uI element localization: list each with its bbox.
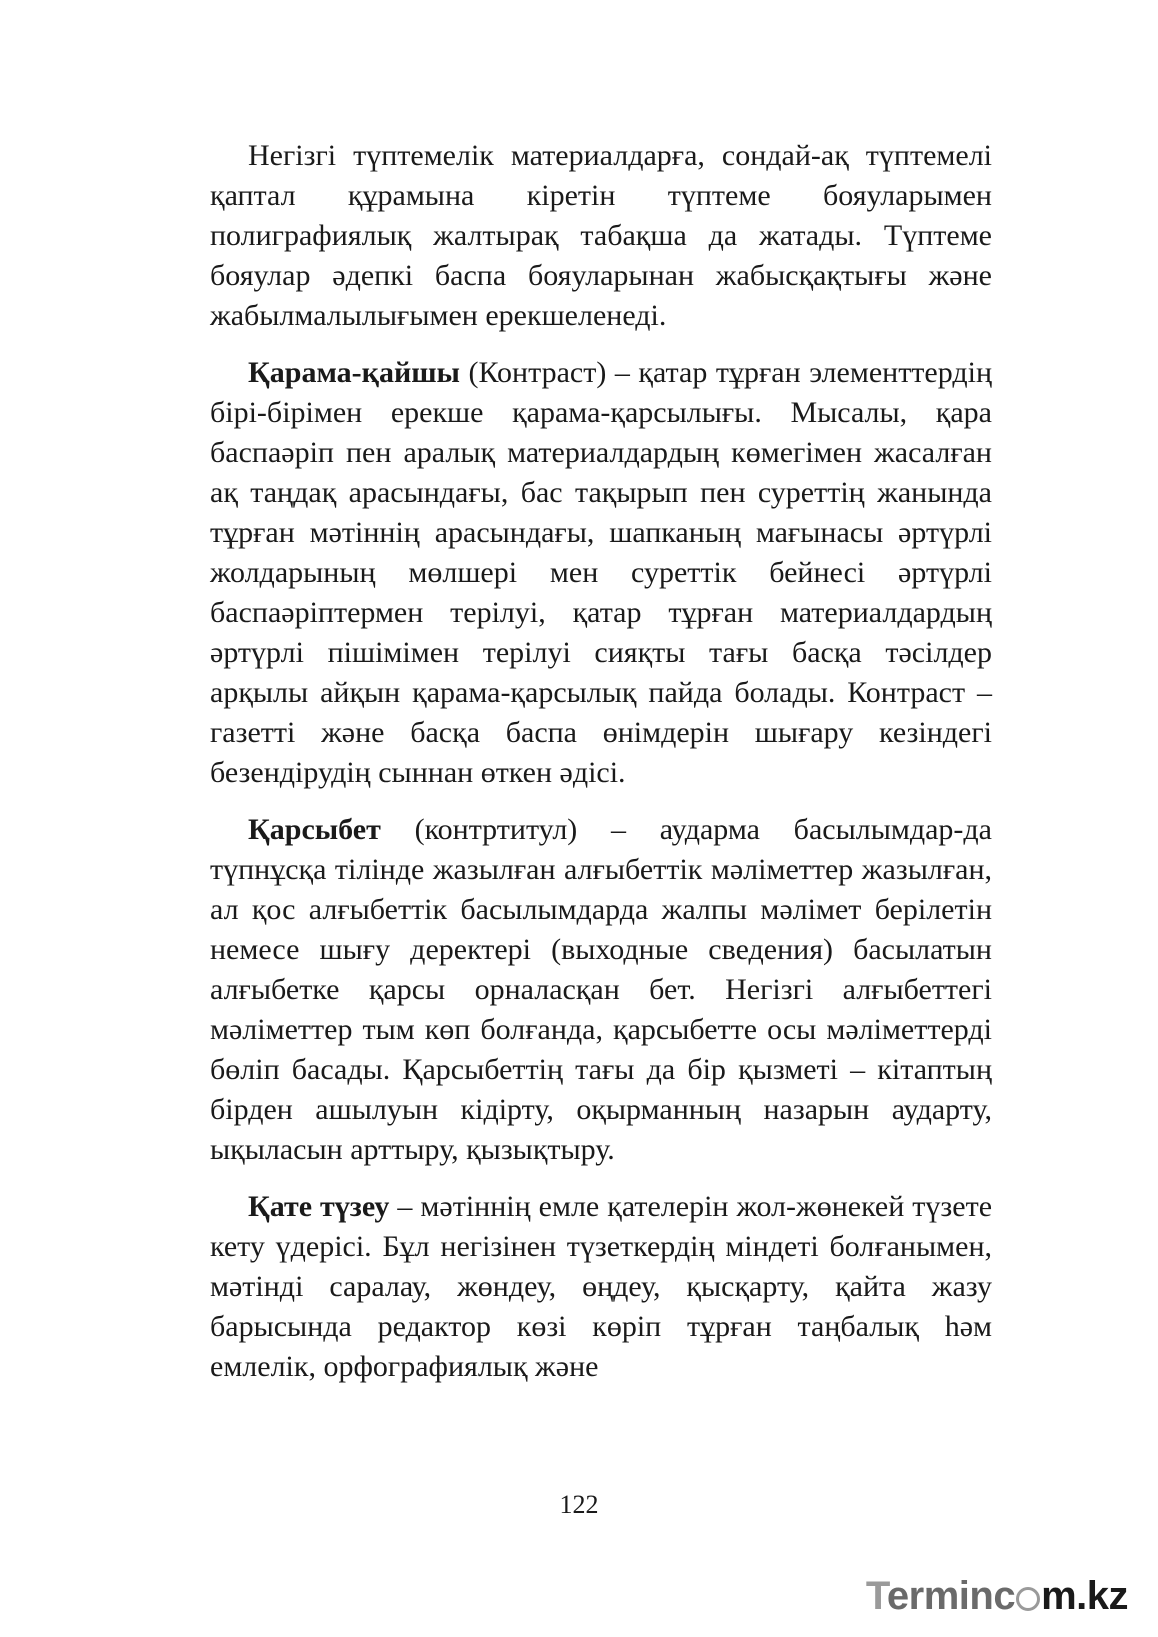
magnifier-icon xyxy=(1016,1587,1040,1611)
paragraph-text: (контртитул) – аударма басылымдар-да түпнұсқа тілінде жазылған алғыбеттік мәліметтер жазылған, ал қос алғыбеттік басылымдарда жалпы мәлімет берілетін немесе шығу деректері (выходные сведения) басылатын алғыбетке қарсы орналасқан бет. Негізгі алғыбеттегі мәліметтер тым көп болғанда, қарсыбетте осы мәліметтерді бөліп басады. Қарсыбеттің тағы да бір қызметі – кітаптың бірден ашылуын кідірту, оқырманның назарын аударту, ықыласын арттыру, қызықтыру. xyxy=(210,813,992,1166)
paragraph-countertitle xyxy=(210,810,992,1170)
paragraph-text: Негізгі түптемелік материалдарға, сондай-ақ түптемелі қаптал құрамына кіретін түптеме бояуларымен полиграфиялық жалтырақ табақша да жатады. Түптеме бояулар әдепкі баспа бояуларынан жабысқақтығы және жабылмалылығымен ерекшеленеді. xyxy=(210,139,992,332)
page-body xyxy=(210,136,992,1404)
term-countertitle: Қарсыбет xyxy=(248,813,381,846)
site-watermark-logo: Terminc m.kz xyxy=(865,1574,1128,1618)
paragraph-text: (Контраст) – қатар тұрған элементтердің бірі-бірімен ерекше қарама-қарсылығы. Мысалы, қара баспаәріп пен аралық материалдардың көмегімен жасалған ақ таңдақ арасындағы, бас тақырып пен суреттің жанында тұрған мәтіннің арасындағы, шапканың мағынасы әртүрлі жолдарының мөлшері мен суреттік бейнесі әртүрлі баспаәріптермен терілуі, қатар тұрған материалдардың әртүрлі пішімімен терілуі сияқты тағы басқа тәсілдер арқылы айқын қарама-қарсылық пайда болады. Контраст – газетті және басқа баспа өнімдерін шығару кезіндегі безендірудің сыннан өткен әдісі. xyxy=(210,356,992,789)
paragraph-proofreading xyxy=(210,1187,992,1387)
paragraph-contrast xyxy=(210,353,992,793)
term-proofreading: Қате түзеу xyxy=(248,1190,390,1223)
paragraph-text: – мәтіннің емле қателерін жол-жөнекей түзете кету үдерісі. Бұл негізінен түзеткердің міндеті болғанымен, мәтінді саралау, жөндеу, өңдеу, қысқарту, қайта жазу барысында редактор көзі көріп тұрған таңбалық һәм емлелік, орфографиялық және xyxy=(210,1190,993,1383)
term-contrast: Қарама-қайшы xyxy=(248,356,460,389)
page-number: 122 xyxy=(559,1490,599,1519)
paragraph-binding-materials xyxy=(210,136,992,336)
